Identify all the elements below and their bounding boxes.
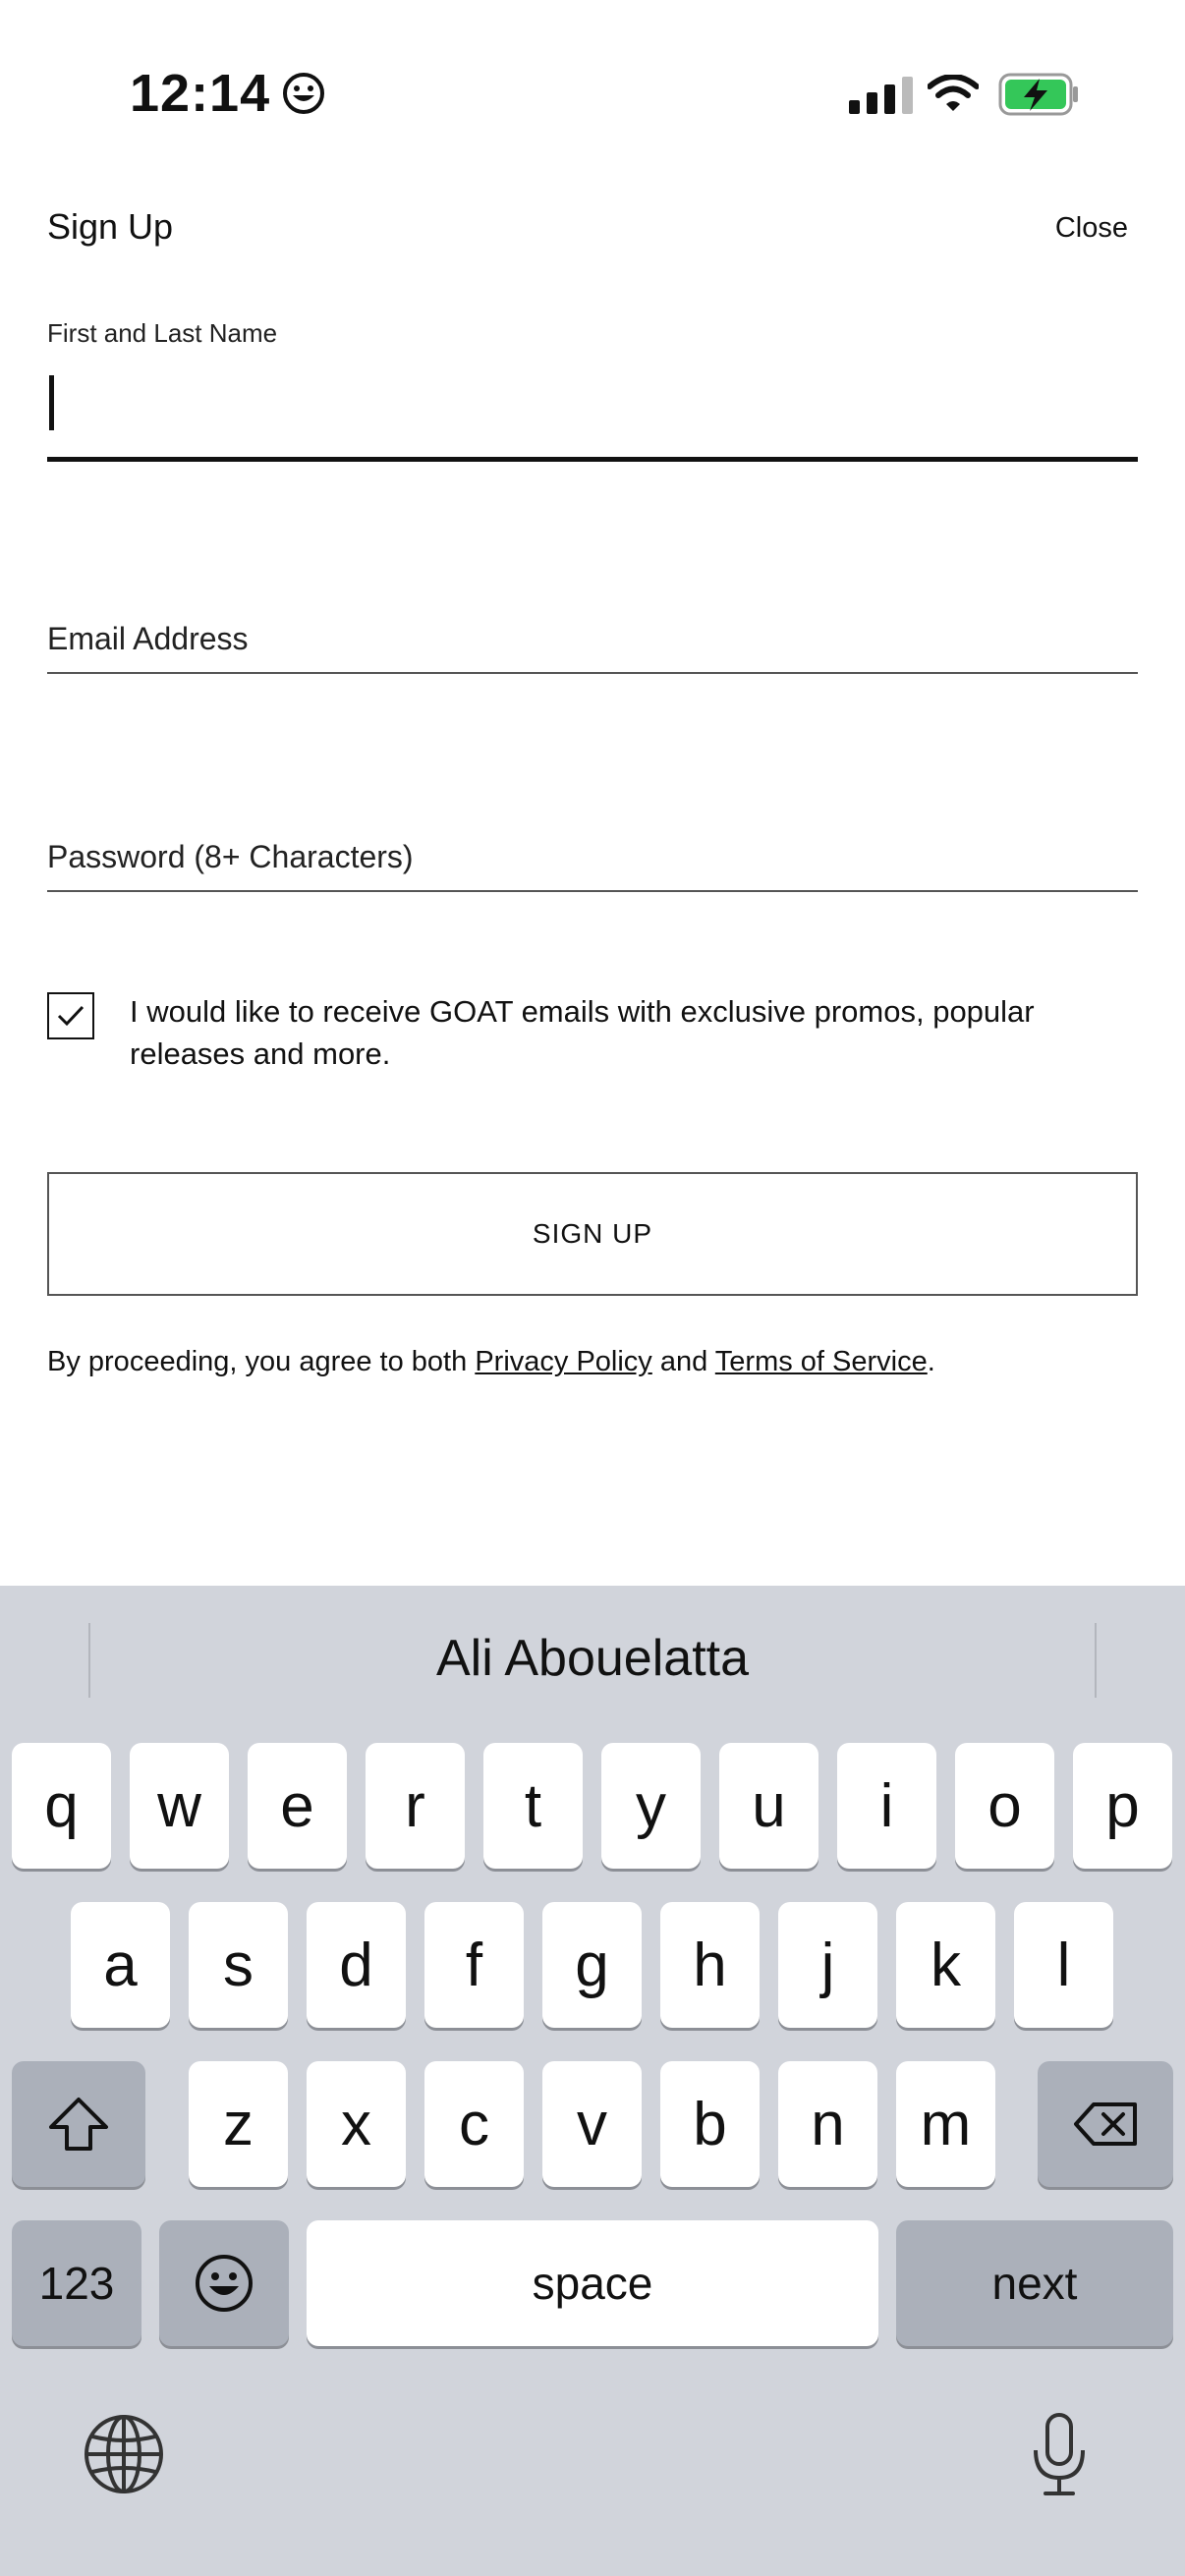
backspace-icon — [1072, 2100, 1139, 2148]
key-e[interactable]: e — [248, 1743, 347, 1869]
key-d[interactable]: d — [307, 1902, 406, 2028]
microphone-icon[interactable] — [1030, 2411, 1089, 2499]
key-n[interactable]: n — [778, 2061, 877, 2187]
legal-prefix: By proceeding, you agree to both — [47, 1346, 476, 1377]
email-consent-checkbox[interactable] — [47, 992, 94, 1039]
suggestion-item[interactable]: Ali Abouelatta — [435, 1630, 750, 1687]
status-bar — [0, 0, 1185, 187]
space-key[interactable]: space — [307, 2220, 878, 2346]
email-field[interactable]: Email Address — [47, 621, 249, 656]
legal-notice — [47, 1346, 935, 1378]
key-o[interactable]: o — [955, 1743, 1054, 1869]
emoji-icon — [194, 2253, 254, 2314]
time-text: 12:14 — [130, 64, 271, 123]
page-title: Sign Up — [47, 206, 174, 247]
close-button[interactable]: Close — [1054, 212, 1128, 244]
status-time — [130, 63, 325, 124]
key-v[interactable]: v — [542, 2061, 642, 2187]
shift-arrow-icon — [47, 2096, 110, 2153]
wifi-icon — [928, 75, 979, 114]
key-z[interactable]: z — [189, 2061, 288, 2187]
key-a[interactable]: a — [71, 1902, 170, 2028]
key-b[interactable]: b — [660, 2061, 760, 2187]
key-y[interactable]: y — [601, 1743, 701, 1869]
key-l[interactable]: l — [1014, 1902, 1113, 2028]
suggestion-divider-right — [1095, 1623, 1097, 1698]
keyboard — [0, 1586, 1185, 2576]
key-c[interactable]: c — [424, 2061, 524, 2187]
key-w[interactable]: w — [130, 1743, 229, 1869]
checkmark-icon — [56, 1004, 85, 1028]
key-q[interactable]: q — [12, 1743, 111, 1869]
terms-of-service-link[interactable]: Terms of Service — [714, 1346, 928, 1377]
key-s[interactable]: s — [189, 1902, 288, 2028]
smile-face-icon — [282, 72, 325, 115]
key-i[interactable]: i — [837, 1743, 936, 1869]
suggestion-bar — [0, 1586, 1185, 1733]
key-g[interactable]: g — [542, 1902, 642, 2028]
key-j[interactable]: j — [778, 1902, 877, 2028]
privacy-policy-link[interactable]: Privacy Policy — [475, 1346, 652, 1377]
cellular-signal-icon — [849, 77, 913, 114]
password-underline — [47, 890, 1138, 892]
legal-and: and — [651, 1346, 715, 1377]
next-key[interactable]: next — [896, 2220, 1173, 2346]
key-u[interactable]: u — [719, 1743, 818, 1869]
delete-key[interactable] — [1038, 2061, 1173, 2187]
key-p[interactable]: p — [1073, 1743, 1172, 1869]
name-field-label: First and Last Name — [47, 318, 278, 348]
globe-icon[interactable] — [83, 2413, 165, 2495]
text-caret — [49, 375, 54, 430]
key-h[interactable]: h — [660, 1902, 760, 2028]
key-x[interactable]: x — [307, 2061, 406, 2187]
email-consent-text: I would like to receive GOAT emails with exclusive promos, popular releases and more. — [130, 994, 1035, 1071]
key-m[interactable]: m — [896, 2061, 995, 2187]
key-r[interactable]: r — [366, 1743, 465, 1869]
key-f[interactable]: f — [424, 1902, 524, 2028]
email-underline — [47, 672, 1138, 674]
numbers-key[interactable]: 123 — [12, 2220, 141, 2346]
sign-up-button[interactable]: SIGN UP — [47, 1172, 1138, 1296]
battery-charging-icon — [998, 73, 1081, 116]
emoji-key[interactable] — [159, 2220, 289, 2346]
key-k[interactable]: k — [896, 1902, 995, 2028]
shift-key[interactable] — [12, 2061, 145, 2187]
legal-suffix: . — [927, 1346, 935, 1377]
password-field[interactable]: Password (8+ Characters) — [47, 839, 414, 874]
key-t[interactable]: t — [483, 1743, 583, 1869]
name-input[interactable] — [47, 364, 1138, 462]
